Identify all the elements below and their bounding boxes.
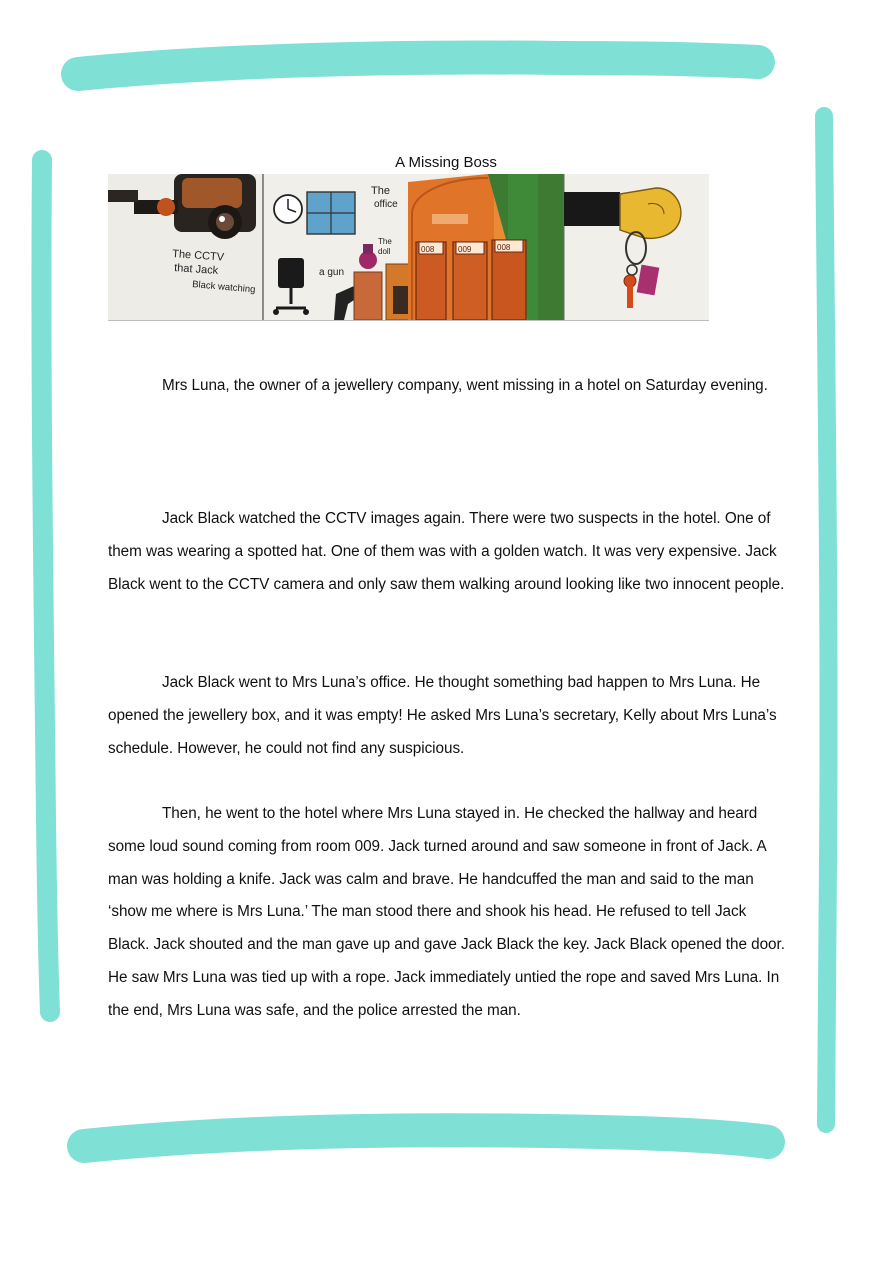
office-label-line-2: office bbox=[374, 199, 398, 210]
clock-icon bbox=[274, 195, 302, 223]
border-stroke-top bbox=[78, 58, 758, 74]
story-paragraph: Jack Black went to Mrs Luna’s office. He thought something bad happen to Mrs Luna. He opened the jewellery box, and it was empty! He asked Mrs Luna’s secretary, Kelly about Mrs Luna’s schedule. However, he could not find any suspicious. bbox=[108, 674, 777, 757]
story-paragraph: Then, he went to the hotel where Mrs Luna stayed in. He checked the hallway and heard some loud sound coming from room 009. Jack turned around and saw someone in front of Jack. A man was holding a knife. Jack was calm and brave. He handcuffed the man and said to the man ‘show me where is Mrs Luna.’ The man stood there and shook his head. He refused to tell Jack Black. Jack shouted and the man gave up and gave Jack Black the key. Jack Black opened the door. He saw Mrs Luna was tied up with a rope. Jack immediately untied the rope and saved Mrs Luna. In the end, Mrs Luna was safe, and the police arrested the man. bbox=[108, 805, 785, 1019]
room-number-1: 008 bbox=[421, 245, 435, 254]
story-illustration bbox=[108, 174, 709, 321]
gun-label: a gun bbox=[319, 267, 345, 278]
room-number-2: 009 bbox=[458, 245, 472, 254]
story-paragraph: Mrs Luna, the owner of a jewellery company, went missing in a hotel on Saturday evening. bbox=[162, 377, 768, 394]
cctv-label-line-2: that Jack bbox=[173, 262, 219, 278]
border-stroke-bottom bbox=[84, 1130, 768, 1146]
hotel-door-3 bbox=[492, 240, 526, 320]
cctv-label-line-1: The CCTV bbox=[171, 248, 225, 264]
doll-label-line-2: doll bbox=[378, 247, 391, 256]
story-title: A Missing Boss bbox=[395, 154, 497, 171]
cctv-label-line-3: Black watching bbox=[191, 279, 256, 296]
doll-label-line-1: The bbox=[378, 237, 392, 246]
border-stroke-left bbox=[41, 160, 50, 1012]
story-paragraph: Jack Black watched the CCTV images again. There were two suspects in the hotel. One of them was wearing a spotted hat. One of them was with a golden watch. It was very expensive. Jack Black went to the CCTV camera and only saw them walking around looking like two innocent people. bbox=[108, 510, 785, 593]
office-label-line-1: The bbox=[371, 185, 390, 197]
border-stroke-right bbox=[824, 116, 829, 1124]
window-icon bbox=[307, 192, 355, 234]
room-number-3: 008 bbox=[497, 243, 511, 252]
